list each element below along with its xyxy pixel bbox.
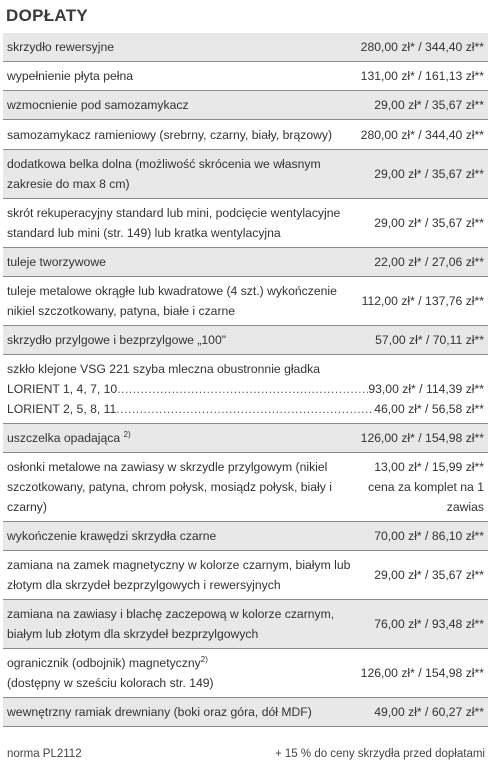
row-price: 112,00 zł* / 137,76 zł** [361,294,484,308]
vsg-line-label: LORIENT 1, 4, 7, 10 [7,382,118,396]
table-row [3,150,488,199]
row-label: skrzydło rewersyjne [7,40,115,54]
row-price: 29,00 zł* / 35,67 zł** [374,568,484,582]
row-label: samozamykacz ramieniowy (srebrny, czarny, biały, brązowy) [7,127,333,142]
vsg-line [7,379,484,399]
table-row [3,33,488,62]
page-title: DOPŁATY [6,6,89,25]
vsg-line [7,399,484,419]
row-price: 280,00 zł* / 344,40 zł** [360,127,484,142]
row-label: skrzydło przylgowe i bezprzylgowe „100" [7,333,227,347]
vsg-label: szkło klejone VSG 221 szyba mleczna obustronnie gładka [7,362,320,376]
row-price: 126,00 zł* / 154,98 zł** [360,666,484,680]
row-label: zamiana na zawiasy i blachę zaczepową w kolorze czarnym, białym lub złotym dla skrzydeł bezprzylgowych [7,607,335,641]
row-price: 131,00 zł* / 161,13 zł** [360,69,484,83]
row-label [7,428,361,448]
row-price: 280,00 zł* / 344,40 zł** [360,40,484,54]
row-label: osłonki metalowe na zawiasy w skrzydle przylgowym (nikiel szczotkowany, patyna, chrom połysk, mosiądz połysk, biały i czarny) [7,460,332,514]
table-row [3,120,488,150]
row-label [7,653,361,693]
row-price: 49,00 zł* / 60,27 zł** [374,705,484,719]
row-price: 29,00 zł* / 35,67 zł** [374,216,484,230]
row-price: 22,00 zł* / 27,06 zł** [374,255,484,269]
dot-leader [117,379,368,399]
row-price: 70,00 zł* / 86,10 zł** [374,529,484,543]
table-row [3,424,488,453]
row-price: 126,00 zł* / 154,98 zł** [360,431,484,445]
row-price-note: cena za komplet na 1 zawias [368,480,484,514]
table-row [3,326,488,355]
row-label: wzmocnienie pod samozamykacz [7,98,189,112]
footnote-mark: 2) [200,654,208,664]
vsg-line-label: LORIENT 2, 5, 8, 11 [7,402,117,416]
row-label-text: ogranicznik (odbojnik) magnetyczny [7,656,201,670]
row-label: dodatkowa belka dolna (możliwość skrócenia we własnym zakresie do max 8 cm) [7,157,321,191]
table-row [3,62,488,91]
row-price: 76,00 zł* / 93,48 zł** [374,617,484,631]
table-row [3,199,488,248]
row-price: 57,00 zł* / 70,11 zł** [375,333,484,347]
row-label-sub: (dostępny w sześciu kolorach str. 149) [7,676,214,690]
footer-note [7,748,485,760]
row-price [366,457,484,517]
vsg-line-price: 93,00 zł* / 114,39 zł** [368,382,484,396]
row-label: tuleje tworzywowe [7,255,106,269]
row-label: wykończenie krawędzi skrzydła czarne [7,529,217,543]
table-row [3,649,488,698]
vsg-line-price: 46,00 zł* / 56,58 zł** [374,402,484,416]
row-label: wypełnienie płyta pełna [7,69,134,83]
dot-leader [116,399,374,419]
row-label: skrót rekuperacyjny standard lub mini, podcięcie wentylacyjne standard lub mini (str. 149) lub kratka wentylacyjna [7,206,341,240]
footnote-mark: 2) [123,429,131,439]
surcharge-table [3,33,488,727]
row-label: wewnętrzny ramiak drewniany (boki oraz góra, dół MDF) [7,705,312,719]
row-label-text: uszczelka opadająca [7,431,121,445]
row-label: tuleje metalowe okrągłe lub kwadratowe (4 szt.) wykończenie nikiel szczotkowany, patyna, białe i czarne [7,284,337,318]
footer-right: + 15 % do ceny skrzydła przed dopłatami [275,748,485,760]
table-row [3,522,488,551]
table-row [3,91,488,120]
table-row [3,277,488,326]
row-label: zamiana na zamek magnetyczny w kolorze czarnym, białym lub złotym dla skrzydeł bezprzylgowych i rewersyjnych [7,558,351,592]
table-row [3,698,488,727]
footer-left: norma PL2112 [7,748,82,760]
table-row [3,453,488,522]
row-price: 29,00 zł* / 35,67 zł** [374,98,484,112]
table-row [3,551,488,600]
row-price-value: 13,00 zł* / 15,99 zł** [374,460,484,474]
row-price: 29,00 zł* / 35,67 zł** [374,167,484,181]
table-row [3,248,488,277]
table-row-vsg [3,355,488,424]
table-row [3,600,488,649]
